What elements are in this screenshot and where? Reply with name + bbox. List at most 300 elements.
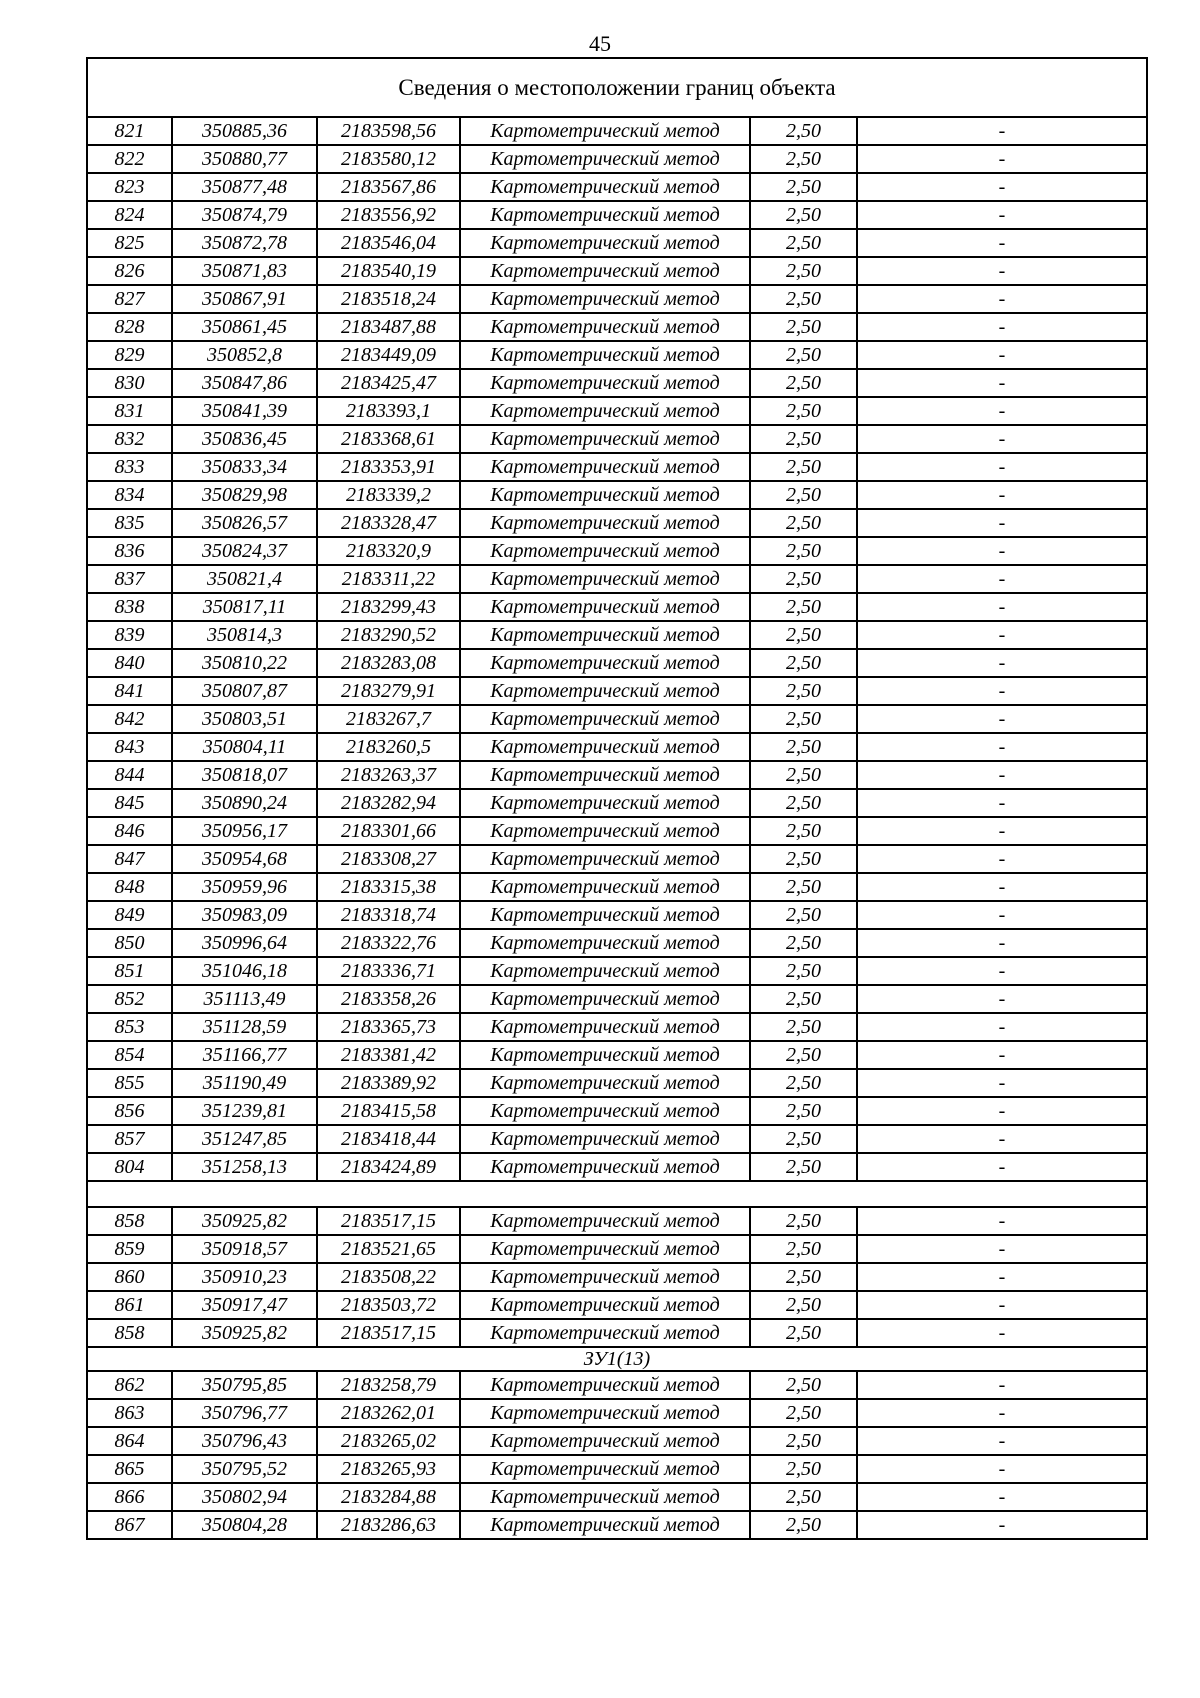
table-row [87,201,1147,229]
method-cell: Картометрический метод [460,173,750,201]
method-cell: Картометрический метод [460,341,750,369]
table-row [87,901,1147,929]
point-number-cell: 842 [87,705,172,733]
x-coordinate-cell: 351190,49 [172,1069,317,1097]
accuracy-cell: 2,50 [750,677,857,705]
point-number-cell: 850 [87,929,172,957]
point-number-cell: 822 [87,145,172,173]
point-number-cell: 863 [87,1399,172,1427]
method-cell: Картометрический метод [460,985,750,1013]
y-coordinate-cell: 2183393,1 [317,397,460,425]
description-cell: - [857,257,1147,285]
method-cell: Картометрический метод [460,1013,750,1041]
accuracy-cell: 2,50 [750,1153,857,1181]
method-cell: Картометрический метод [460,733,750,761]
x-coordinate-cell: 350826,57 [172,509,317,537]
x-coordinate-cell: 351046,18 [172,957,317,985]
table-row [87,1235,1147,1263]
point-number-cell: 854 [87,1041,172,1069]
description-cell: - [857,845,1147,873]
method-cell: Картометрический метод [460,929,750,957]
x-coordinate-cell: 350874,79 [172,201,317,229]
accuracy-cell: 2,50 [750,1125,857,1153]
accuracy-cell: 2,50 [750,1291,857,1319]
point-number-cell: 862 [87,1371,172,1399]
method-cell: Картометрический метод [460,649,750,677]
point-number-cell: 821 [87,117,172,145]
point-number-cell: 832 [87,425,172,453]
accuracy-cell: 2,50 [750,1319,857,1347]
accuracy-cell: 2,50 [750,957,857,985]
x-coordinate-cell: 350877,48 [172,173,317,201]
method-cell: Картометрический метод [460,1207,750,1235]
accuracy-cell: 2,50 [750,285,857,313]
x-coordinate-cell: 350872,78 [172,229,317,257]
table-row [87,341,1147,369]
accuracy-cell: 2,50 [750,845,857,873]
point-number-cell: 831 [87,397,172,425]
accuracy-cell: 2,50 [750,901,857,929]
table-row [87,1041,1147,1069]
y-coordinate-cell: 2183598,56 [317,117,460,145]
y-coordinate-cell: 2183449,09 [317,341,460,369]
point-number-cell: 826 [87,257,172,285]
description-cell: - [857,957,1147,985]
point-number-cell: 837 [87,565,172,593]
table-row [87,1455,1147,1483]
method-cell: Картометрический метод [460,145,750,173]
x-coordinate-cell: 350814,3 [172,621,317,649]
method-cell: Картометрический метод [460,397,750,425]
y-coordinate-cell: 2183365,73 [317,1013,460,1041]
table-row [87,1427,1147,1455]
description-cell: - [857,901,1147,929]
accuracy-cell: 2,50 [750,229,857,257]
y-coordinate-cell: 2183339,2 [317,481,460,509]
point-number-cell: 824 [87,201,172,229]
x-coordinate-cell: 350833,34 [172,453,317,481]
accuracy-cell: 2,50 [750,257,857,285]
point-number-cell: 828 [87,313,172,341]
table-row [87,593,1147,621]
description-cell: - [857,145,1147,173]
accuracy-cell: 2,50 [750,1041,857,1069]
method-cell: Картометрический метод [460,1511,750,1539]
method-cell: Картометрический метод [460,1153,750,1181]
y-coordinate-cell: 2183546,04 [317,229,460,257]
method-cell: Картометрический метод [460,1371,750,1399]
x-coordinate-cell: 350959,96 [172,873,317,901]
description-cell: - [857,1097,1147,1125]
description-cell: - [857,425,1147,453]
table-row [87,257,1147,285]
description-cell: - [857,285,1147,313]
table-row [87,537,1147,565]
table-row [87,1263,1147,1291]
accuracy-cell: 2,50 [750,649,857,677]
point-number-cell: 838 [87,593,172,621]
accuracy-cell: 2,50 [750,789,857,817]
description-cell: - [857,649,1147,677]
description-cell: - [857,1013,1147,1041]
point-number-cell: 840 [87,649,172,677]
description-cell: - [857,453,1147,481]
description-cell: - [857,1235,1147,1263]
table-row [87,621,1147,649]
point-number-cell: 864 [87,1427,172,1455]
table-row [87,761,1147,789]
table-row [87,397,1147,425]
table-row [87,705,1147,733]
description-cell: - [857,1511,1147,1539]
description-cell: - [857,1319,1147,1347]
description-cell: - [857,761,1147,789]
accuracy-cell: 2,50 [750,1069,857,1097]
method-cell: Картометрический метод [460,1125,750,1153]
y-coordinate-cell: 2183282,94 [317,789,460,817]
method-cell: Картометрический метод [460,1097,750,1125]
y-coordinate-cell: 2183301,66 [317,817,460,845]
description-cell: - [857,509,1147,537]
y-coordinate-cell: 2183260,5 [317,733,460,761]
table-row [87,1319,1147,1347]
x-coordinate-cell: 350925,82 [172,1207,317,1235]
boundary-coordinates-table [86,57,1148,1540]
accuracy-cell: 2,50 [750,509,857,537]
description-cell: - [857,817,1147,845]
description-cell: - [857,201,1147,229]
y-coordinate-cell: 2183425,47 [317,369,460,397]
accuracy-cell: 2,50 [750,425,857,453]
point-number-cell: 853 [87,1013,172,1041]
table-row [87,1097,1147,1125]
method-cell: Картометрический метод [460,509,750,537]
x-coordinate-cell: 350867,91 [172,285,317,313]
description-cell: - [857,1041,1147,1069]
accuracy-cell: 2,50 [750,565,857,593]
accuracy-cell: 2,50 [750,341,857,369]
point-number-cell: 834 [87,481,172,509]
x-coordinate-cell: 350871,83 [172,257,317,285]
method-cell: Картометрический метод [460,453,750,481]
description-cell: - [857,621,1147,649]
point-number-cell: 856 [87,1097,172,1125]
separator-cell [87,1181,1147,1207]
method-cell: Картометрический метод [460,1427,750,1455]
accuracy-cell: 2,50 [750,537,857,565]
x-coordinate-cell: 351247,85 [172,1125,317,1153]
y-coordinate-cell: 2183358,26 [317,985,460,1013]
table-row [87,789,1147,817]
description-cell: - [857,1371,1147,1399]
point-number-cell: 855 [87,1069,172,1097]
x-coordinate-cell: 350890,24 [172,789,317,817]
table-row [87,733,1147,761]
x-coordinate-cell: 350880,77 [172,145,317,173]
accuracy-cell: 2,50 [750,593,857,621]
description-cell: - [857,929,1147,957]
method-cell: Картометрический метод [460,369,750,397]
method-cell: Картометрический метод [460,201,750,229]
section-label: ЗУ1(13) [87,1347,1147,1371]
accuracy-cell: 2,50 [750,929,857,957]
y-coordinate-cell: 2183284,88 [317,1483,460,1511]
method-cell: Картометрический метод [460,1291,750,1319]
accuracy-cell: 2,50 [750,481,857,509]
x-coordinate-cell: 350983,09 [172,901,317,929]
table-row [87,453,1147,481]
table-row [87,509,1147,537]
x-coordinate-cell: 350847,86 [172,369,317,397]
x-coordinate-cell: 350829,98 [172,481,317,509]
x-coordinate-cell: 350804,28 [172,1511,317,1539]
method-cell: Картометрический метод [460,845,750,873]
method-cell: Картометрический метод [460,677,750,705]
x-coordinate-cell: 350836,45 [172,425,317,453]
x-coordinate-cell: 350852,8 [172,341,317,369]
method-cell: Картометрический метод [460,425,750,453]
point-number-cell: 858 [87,1207,172,1235]
method-cell: Картометрический метод [460,1399,750,1427]
accuracy-cell: 2,50 [750,201,857,229]
point-number-cell: 845 [87,789,172,817]
table-row [87,1371,1147,1399]
table-row [87,1069,1147,1097]
x-coordinate-cell: 351166,77 [172,1041,317,1069]
x-coordinate-cell: 350954,68 [172,845,317,873]
method-cell: Картометрический метод [460,285,750,313]
x-coordinate-cell: 351258,13 [172,1153,317,1181]
y-coordinate-cell: 2183415,58 [317,1097,460,1125]
description-cell: - [857,369,1147,397]
description-cell: - [857,705,1147,733]
point-number-cell: 841 [87,677,172,705]
description-cell: - [857,397,1147,425]
group-separator-row [87,1181,1147,1207]
y-coordinate-cell: 2183368,61 [317,425,460,453]
description-cell: - [857,341,1147,369]
description-cell: - [857,873,1147,901]
accuracy-cell: 2,50 [750,1399,857,1427]
accuracy-cell: 2,50 [750,117,857,145]
y-coordinate-cell: 2183540,19 [317,257,460,285]
description-cell: - [857,117,1147,145]
point-number-cell: 857 [87,1125,172,1153]
table-row [87,985,1147,1013]
x-coordinate-cell: 350956,17 [172,817,317,845]
y-coordinate-cell: 2183262,01 [317,1399,460,1427]
description-cell: - [857,565,1147,593]
point-number-cell: 859 [87,1235,172,1263]
method-cell: Картометрический метод [460,1455,750,1483]
method-cell: Картометрический метод [460,313,750,341]
table-row [87,229,1147,257]
table-row [87,1291,1147,1319]
table-row [87,1399,1147,1427]
table-title-row [87,58,1147,117]
method-cell: Картометрический метод [460,1069,750,1097]
point-number-cell: 866 [87,1483,172,1511]
description-cell: - [857,481,1147,509]
y-coordinate-cell: 2183263,37 [317,761,460,789]
description-cell: - [857,677,1147,705]
point-number-cell: 836 [87,537,172,565]
y-coordinate-cell: 2183503,72 [317,1291,460,1319]
point-number-cell: 835 [87,509,172,537]
y-coordinate-cell: 2183308,27 [317,845,460,873]
y-coordinate-cell: 2183517,15 [317,1319,460,1347]
x-coordinate-cell: 350802,94 [172,1483,317,1511]
x-coordinate-cell: 350996,64 [172,929,317,957]
y-coordinate-cell: 2183418,44 [317,1125,460,1153]
y-coordinate-cell: 2183521,65 [317,1235,460,1263]
x-coordinate-cell: 350796,43 [172,1427,317,1455]
description-cell: - [857,1399,1147,1427]
description-cell: - [857,789,1147,817]
point-number-cell: 851 [87,957,172,985]
method-cell: Картометрический метод [460,761,750,789]
point-number-cell: 827 [87,285,172,313]
y-coordinate-cell: 2183381,42 [317,1041,460,1069]
y-coordinate-cell: 2183517,15 [317,1207,460,1235]
table-row [87,929,1147,957]
method-cell: Картометрический метод [460,229,750,257]
table-row [87,117,1147,145]
x-coordinate-cell: 350810,22 [172,649,317,677]
point-number-cell: 847 [87,845,172,873]
method-cell: Картометрический метод [460,957,750,985]
table-row [87,845,1147,873]
y-coordinate-cell: 2183279,91 [317,677,460,705]
y-coordinate-cell: 2183389,92 [317,1069,460,1097]
accuracy-cell: 2,50 [750,1263,857,1291]
accuracy-cell: 2,50 [750,1511,857,1539]
accuracy-cell: 2,50 [750,397,857,425]
y-coordinate-cell: 2183353,91 [317,453,460,481]
y-coordinate-cell: 2183318,74 [317,901,460,929]
point-number-cell: 867 [87,1511,172,1539]
method-cell: Картометрический метод [460,901,750,929]
point-number-cell: 846 [87,817,172,845]
x-coordinate-cell: 350885,36 [172,117,317,145]
y-coordinate-cell: 2183320,9 [317,537,460,565]
x-coordinate-cell: 350821,4 [172,565,317,593]
x-coordinate-cell: 351113,49 [172,985,317,1013]
point-number-cell: 861 [87,1291,172,1319]
table-row [87,481,1147,509]
y-coordinate-cell: 2183567,86 [317,173,460,201]
y-coordinate-cell: 2183299,43 [317,593,460,621]
y-coordinate-cell: 2183336,71 [317,957,460,985]
y-coordinate-cell: 2183311,22 [317,565,460,593]
accuracy-cell: 2,50 [750,1013,857,1041]
description-cell: - [857,229,1147,257]
table-row [87,1153,1147,1181]
method-cell: Картометрический метод [460,593,750,621]
y-coordinate-cell: 2183265,93 [317,1455,460,1483]
x-coordinate-cell: 350925,82 [172,1319,317,1347]
table-row [87,677,1147,705]
accuracy-cell: 2,50 [750,369,857,397]
accuracy-cell: 2,50 [750,453,857,481]
method-cell: Картометрический метод [460,789,750,817]
table-row [87,1207,1147,1235]
table-row [87,957,1147,985]
accuracy-cell: 2,50 [750,985,857,1013]
y-coordinate-cell: 2183286,63 [317,1511,460,1539]
point-number-cell: 804 [87,1153,172,1181]
point-number-cell: 833 [87,453,172,481]
y-coordinate-cell: 2183265,02 [317,1427,460,1455]
description-cell: - [857,1153,1147,1181]
method-cell: Картометрический метод [460,257,750,285]
table-row [87,369,1147,397]
table-row [87,285,1147,313]
accuracy-cell: 2,50 [750,733,857,761]
x-coordinate-cell: 351128,59 [172,1013,317,1041]
accuracy-cell: 2,50 [750,1371,857,1399]
accuracy-cell: 2,50 [750,1483,857,1511]
description-cell: - [857,593,1147,621]
description-cell: - [857,537,1147,565]
table-title: Сведения о местоположении границ объекта [87,58,1147,117]
x-coordinate-cell: 350803,51 [172,705,317,733]
accuracy-cell: 2,50 [750,1235,857,1263]
table-row [87,1013,1147,1041]
x-coordinate-cell: 350795,85 [172,1371,317,1399]
page-number: 45 [589,31,611,56]
y-coordinate-cell: 2183556,92 [317,201,460,229]
accuracy-cell: 2,50 [750,1427,857,1455]
table-row [87,1511,1147,1539]
point-number-cell: 849 [87,901,172,929]
point-number-cell: 852 [87,985,172,1013]
point-number-cell: 843 [87,733,172,761]
description-cell: - [857,313,1147,341]
y-coordinate-cell: 2183322,76 [317,929,460,957]
table-row [87,565,1147,593]
x-coordinate-cell: 350841,39 [172,397,317,425]
description-cell: - [857,985,1147,1013]
description-cell: - [857,1455,1147,1483]
accuracy-cell: 2,50 [750,761,857,789]
point-number-cell: 823 [87,173,172,201]
method-cell: Картометрический метод [460,1319,750,1347]
y-coordinate-cell: 2183508,22 [317,1263,460,1291]
accuracy-cell: 2,50 [750,873,857,901]
accuracy-cell: 2,50 [750,145,857,173]
description-cell: - [857,1125,1147,1153]
table-row [87,173,1147,201]
method-cell: Картометрический метод [460,1483,750,1511]
description-cell: - [857,1263,1147,1291]
x-coordinate-cell: 351239,81 [172,1097,317,1125]
method-cell: Картометрический метод [460,817,750,845]
table-row [87,1483,1147,1511]
method-cell: Картометрический метод [460,1235,750,1263]
y-coordinate-cell: 2183258,79 [317,1371,460,1399]
y-coordinate-cell: 2183290,52 [317,621,460,649]
accuracy-cell: 2,50 [750,621,857,649]
accuracy-cell: 2,50 [750,1207,857,1235]
table-row [87,425,1147,453]
method-cell: Картометрический метод [460,873,750,901]
y-coordinate-cell: 2183267,7 [317,705,460,733]
x-coordinate-cell: 350861,45 [172,313,317,341]
x-coordinate-cell: 350917,47 [172,1291,317,1319]
description-cell: - [857,1207,1147,1235]
point-number-cell: 865 [87,1455,172,1483]
